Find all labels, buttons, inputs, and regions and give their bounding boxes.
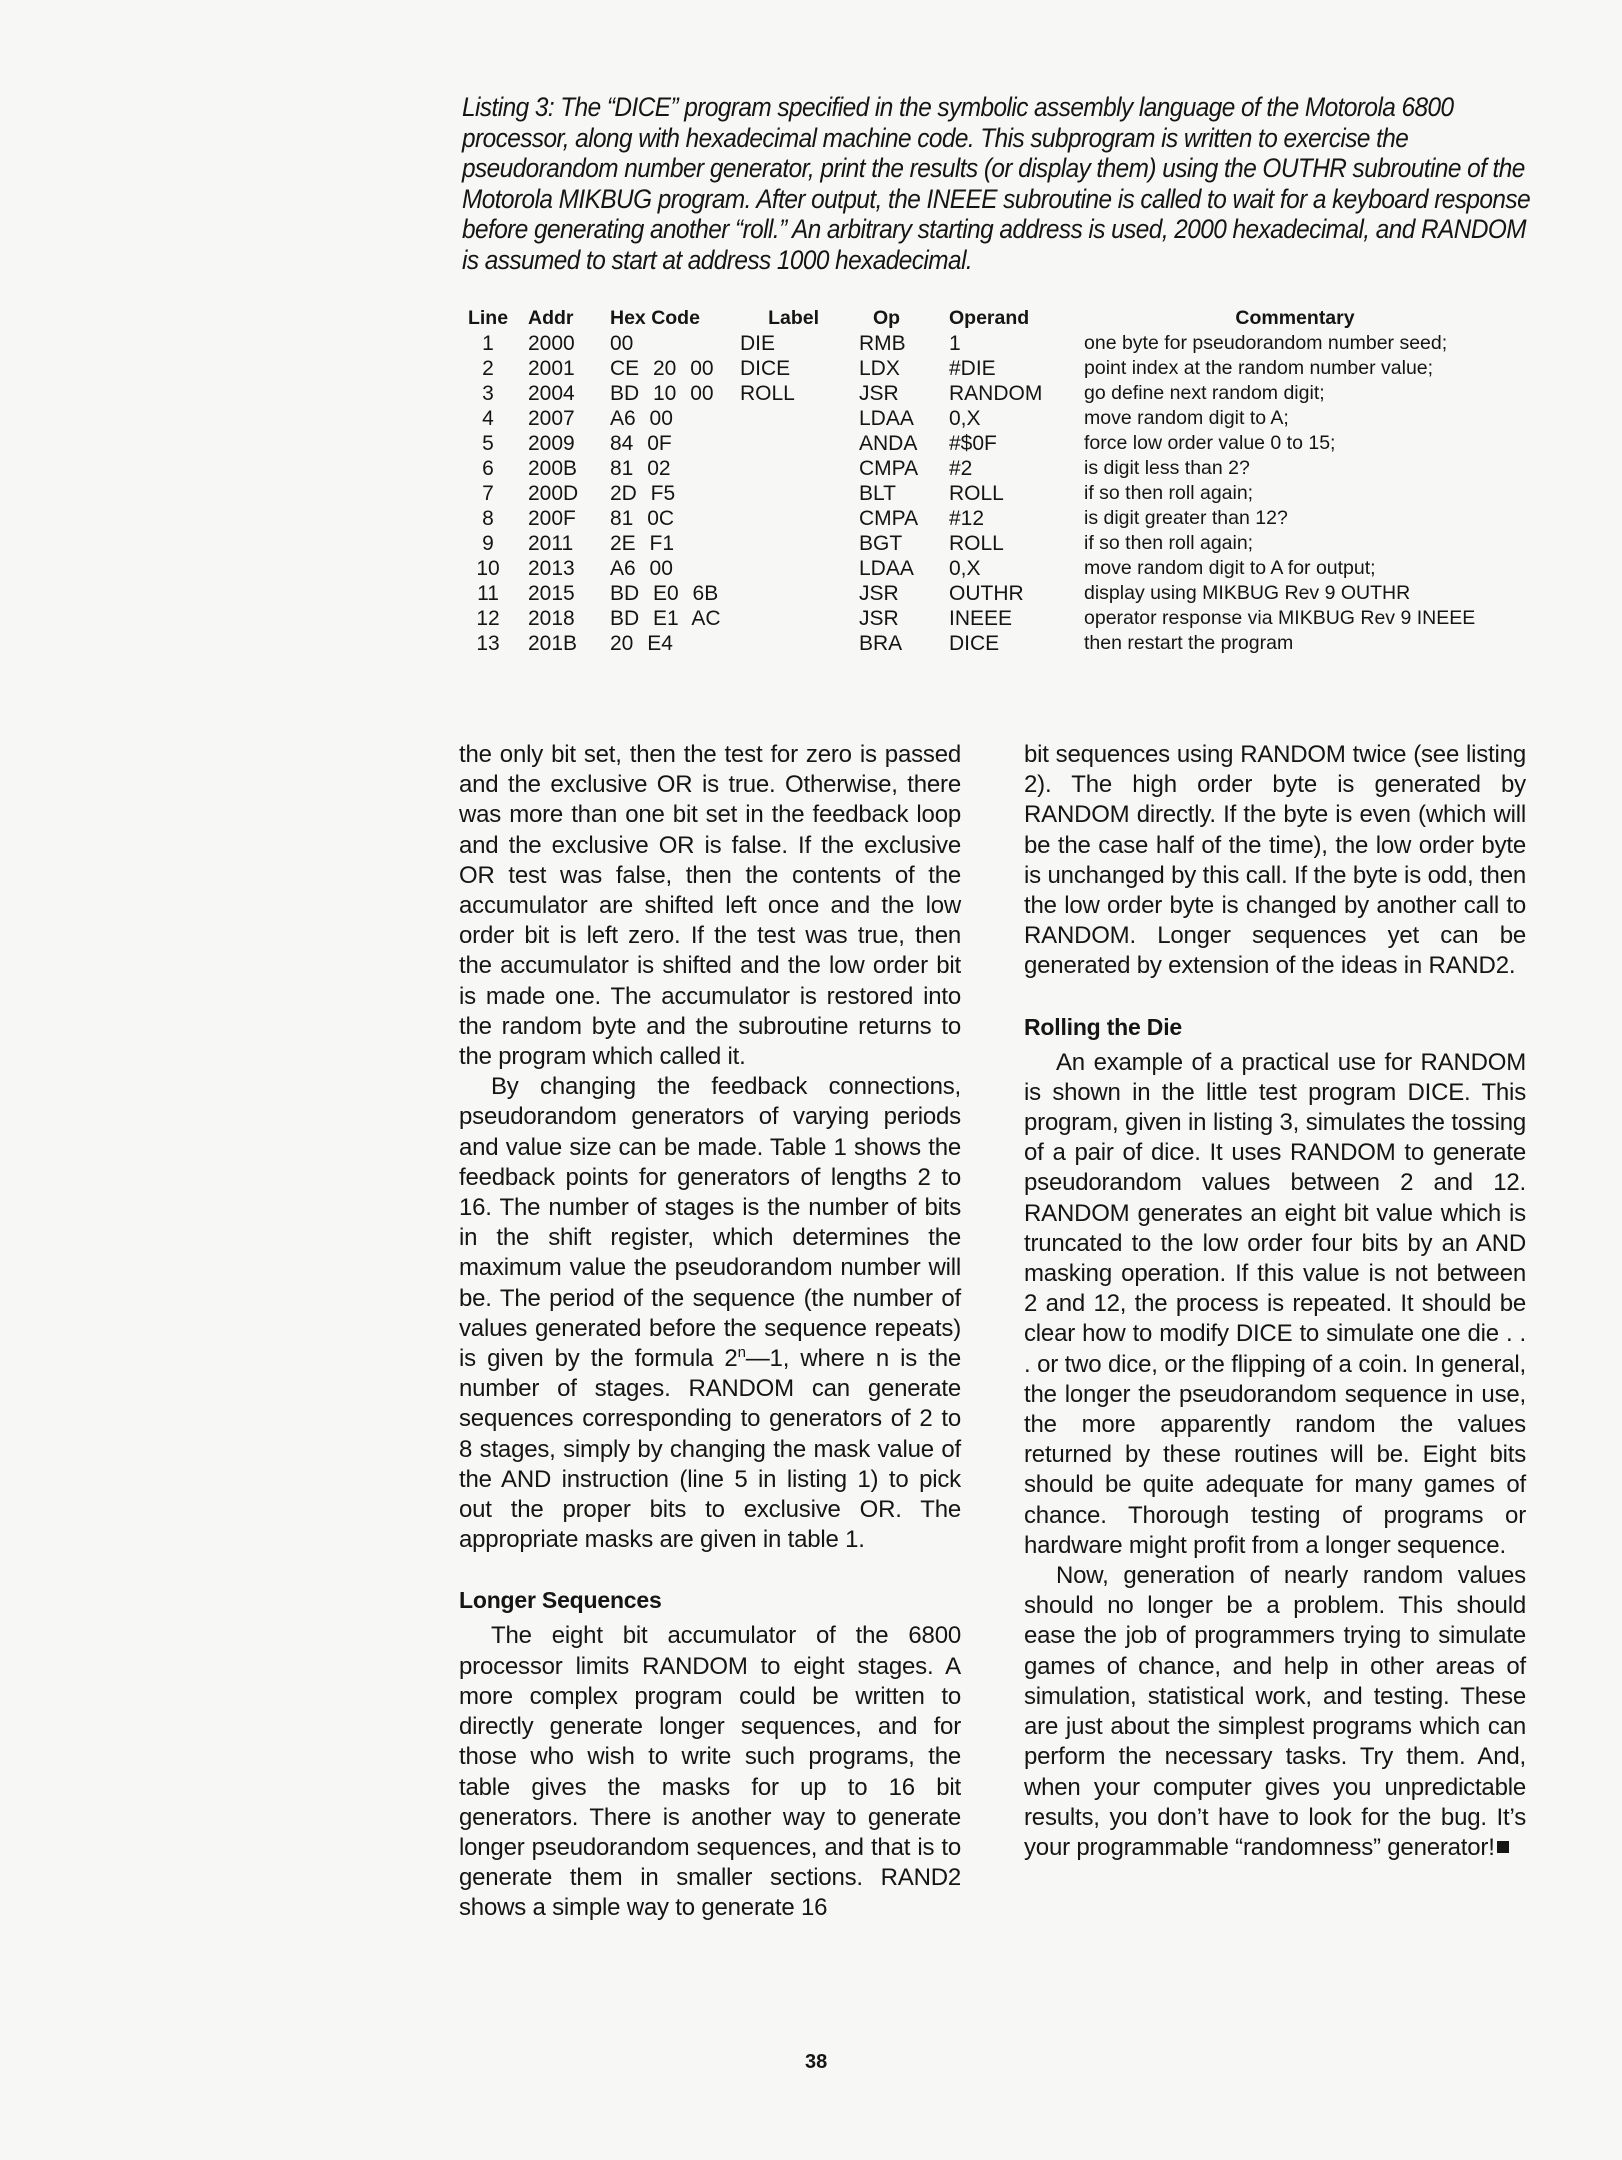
listing-cell-line: 13 bbox=[476, 632, 500, 655]
listing-cell-line: 4 bbox=[482, 407, 494, 430]
listing-cell-addr: 2004 bbox=[528, 382, 575, 405]
listing-cell-addr: 200D bbox=[528, 482, 579, 505]
header-op: Op bbox=[873, 307, 901, 329]
listing-cell-addr: 2001 bbox=[528, 357, 575, 380]
listing-row bbox=[466, 556, 1546, 581]
listing-row bbox=[466, 581, 1546, 606]
listing-cell-addr: 2007 bbox=[528, 407, 575, 430]
paragraph: bit sequences using RANDOM twice (see listing 2). The high order byte is generated by RANDOM directly. If the byte is even (which will be the case half of the time), the low order byte is unchanged by this call. If the byte is odd, then the low order byte is changed by another call to RANDOM. Longer sequences yet can be generated by extension of the ideas in RAND2. bbox=[1024, 741, 1526, 980]
listing-cell-label: DICE bbox=[740, 357, 791, 380]
paragraph bbox=[1024, 1561, 1526, 1863]
paragraph bbox=[459, 1072, 961, 1555]
listing-cell-comment: operator response via MIKBUG Rev 9 INEEE bbox=[1084, 607, 1476, 629]
listing-row bbox=[466, 631, 1546, 656]
listing-row bbox=[466, 356, 1546, 381]
listing-cell-label: ROLL bbox=[740, 382, 795, 405]
paragraph-text: By changing the feedback connections, pseudorandom generators of varying periods and value size can be made. Table 1 shows the feedback points for generators of lengths 2 to 16. The number of stages is the number of bits in the shift register, which determines the maximum value the pseudorandom number will be. The period of the sequence (the number of values generated before the sequence repeats) is given by the formula 2 bbox=[459, 1073, 961, 1373]
spacer bbox=[459, 1555, 961, 1585]
listing-cell-line: 3 bbox=[482, 382, 494, 405]
superscript: n bbox=[737, 1344, 746, 1362]
listing-cell-label bbox=[740, 506, 859, 531]
listing-cell-operand: 0,X bbox=[949, 557, 981, 580]
listing-row bbox=[466, 406, 1546, 431]
listing-cell-addr: 200F bbox=[528, 507, 576, 530]
listing-cell-hex: BD E0 6B bbox=[610, 582, 719, 605]
listing-cell-hex: CE 20 00 bbox=[610, 357, 714, 380]
listing-cell-line: 10 bbox=[476, 557, 500, 580]
listing-cell-comment: if so then roll again; bbox=[1084, 482, 1254, 504]
spacer bbox=[1024, 982, 1526, 1012]
listing-cell-hex: 2D F5 bbox=[610, 482, 676, 505]
listing-cell-op: CMPA bbox=[859, 507, 919, 530]
header-addr: Addr bbox=[528, 307, 574, 329]
listing-cell-line: 1 bbox=[482, 332, 494, 355]
listing-cell-operand: OUTHR bbox=[949, 582, 1024, 605]
listing-cell-op: RMB bbox=[859, 332, 906, 355]
listing-cell-op: JSR bbox=[859, 382, 899, 405]
listing-cell-comment: is digit greater than 12? bbox=[1084, 507, 1288, 529]
listing-cell-label bbox=[740, 406, 859, 431]
listing-cell-addr: 200B bbox=[528, 457, 578, 480]
paragraph: An example of a practical use for RANDOM is shown in the little test program DICE. This program, given in listing 3, simulates the tossing of a pair of dice. It uses RANDOM to generate pseudorandom values between 2 and 12. RANDOM generates an eight bit value which is truncated to the low order four bits by an AND masking operation. If this value is not between 2 and 12, the process is repeated. It should be clear how to modify DICE to simulate one die . . . or two dice, or the flipping of a coin. In general, the longer the pseudorandom sequence in use, the more apparently random the values returned by these routines will be. Eight bits should be quite adequate for many games of chance. Thorough testing of programs or hardware might profit from a longer sequence. bbox=[1024, 1048, 1526, 1559]
paragraph-text: Now, generation of nearly random values should no longer be a problem. This should ease the job of programmers trying to simulate games of chance, and help in other areas of simulation, statistical work, and testing. These are just about the simplest programs which can perform the necessary tasks. Try them. And, when your computer gives you unpredictable results, you don’t have to look for the bug. It’s your programmable “randomness” generator! bbox=[1024, 1562, 1526, 1861]
listing-cell-comment: go define next random digit; bbox=[1084, 382, 1325, 404]
listing-cell-hex: 20 E4 bbox=[610, 632, 673, 655]
listing-cell-operand: 1 bbox=[949, 332, 961, 355]
listing-cell-comment: move random digit to A for output; bbox=[1084, 557, 1376, 579]
end-mark-icon bbox=[1497, 1841, 1509, 1853]
listing-cell-label bbox=[740, 431, 859, 456]
listing-cell-addr: 201B bbox=[528, 632, 578, 655]
listing-cell-op: BLT bbox=[859, 482, 896, 505]
listing-row bbox=[466, 481, 1546, 506]
listing-cell-hex: A6 00 bbox=[610, 407, 673, 430]
listing-cell-line: 6 bbox=[482, 457, 494, 480]
listing-cell-addr: 2015 bbox=[528, 582, 575, 605]
listing-row bbox=[466, 456, 1546, 481]
listing-cell-addr: 2000 bbox=[528, 332, 575, 355]
listing-cell-label: DIE bbox=[740, 332, 776, 355]
right-column bbox=[1024, 740, 1526, 1863]
listing-cell-hex: 84 0F bbox=[610, 432, 672, 455]
listing-cell-op: LDAA bbox=[859, 407, 914, 430]
listing-cell-comment: if so then roll again; bbox=[1084, 532, 1254, 554]
listing-cell-op: LDX bbox=[859, 357, 900, 380]
listing-cell-op: JSR bbox=[859, 607, 899, 630]
listing-cell-operand: DICE bbox=[949, 632, 1000, 655]
listing-cell-line: 7 bbox=[482, 482, 494, 505]
listing-cell-addr: 2011 bbox=[528, 532, 574, 555]
listing-cell-addr: 2013 bbox=[528, 557, 575, 580]
listing-cell-comment: move random digit to A; bbox=[1084, 407, 1289, 429]
listing-cell-hex: 81 02 bbox=[610, 457, 671, 480]
header-label: Label bbox=[768, 307, 819, 329]
header-commentary: Commentary bbox=[1235, 307, 1355, 329]
listing-cell-comment: then restart the program bbox=[1084, 632, 1294, 654]
header-hex: Hex Code bbox=[610, 307, 700, 329]
listing-cell-line: 11 bbox=[477, 582, 499, 605]
listing-cell-hex: A6 00 bbox=[610, 557, 673, 580]
listing-cell-op: JSR bbox=[859, 582, 899, 605]
listing-cell-operand: INEEE bbox=[949, 607, 1013, 630]
listing-row bbox=[466, 606, 1546, 631]
listing-cell-op: BRA bbox=[859, 632, 903, 655]
listing-cell-hex: 2E F1 bbox=[610, 532, 675, 555]
listing-cell-addr: 2018 bbox=[528, 607, 575, 630]
listing-cell-operand: 0,X bbox=[949, 407, 981, 430]
listing-cell-line: 12 bbox=[476, 607, 500, 630]
listing-cell-line: 2 bbox=[482, 357, 494, 380]
listing-row bbox=[466, 506, 1546, 531]
listing-cell-operand: #$0F bbox=[949, 432, 997, 455]
left-column bbox=[459, 740, 961, 1924]
listing-cell-label bbox=[740, 581, 859, 606]
listing-table bbox=[466, 306, 1546, 656]
listing-cell-hex: 00 bbox=[610, 332, 634, 355]
listing-row bbox=[466, 531, 1546, 556]
listing-cell-op: LDAA bbox=[859, 557, 914, 580]
listing-cell-operand: ROLL bbox=[949, 482, 1004, 505]
listing-rows bbox=[466, 331, 1546, 656]
listing-cell-label bbox=[740, 456, 859, 481]
listing-cell-line: 8 bbox=[482, 507, 494, 530]
listing-header-row bbox=[466, 306, 1546, 331]
listing-cell-hex: BD 10 00 bbox=[610, 382, 714, 405]
section-heading-longer-sequences: Longer Sequences bbox=[459, 1587, 662, 1614]
page-number: 38 bbox=[805, 2051, 828, 2073]
listing-row bbox=[466, 381, 1546, 406]
listing-cell-label bbox=[740, 606, 859, 631]
listing-cell-comment: is digit less than 2? bbox=[1084, 457, 1250, 479]
paragraph: the only bit set, then the test for zero is passed and the exclusive OR is true. Otherwise, there was more than one bit set in the feedback loop and the exclusive OR is false. If the exclusive OR test was false, then the contents of the accumulator are shifted left once and the low order bit is left zero. If the test was true, then the accumulator is shifted and the low order bit is made one. The accumulator is restored into the random byte and the subroutine returns to the program which called it. bbox=[459, 741, 961, 1071]
listing-cell-label bbox=[740, 531, 859, 556]
listing-cell-comment: one byte for pseudorandom number seed; bbox=[1084, 332, 1448, 354]
listing-cell-line: 9 bbox=[482, 532, 494, 555]
listing-cell-label bbox=[740, 631, 859, 656]
section-heading-rolling-the-die: Rolling the Die bbox=[1024, 1013, 1183, 1040]
listing-caption: Listing 3: The “DICE” program specified in the symbolic assembly language of the Motorola 6800 processor, along with hexadecimal machine code. This subprogram is written to exercise the pseudorandom number generator, print the results (or display them) using the OUTHR subroutine of the Motorola MIKBUG program. After output, the INEEE subroutine is called to wait for a keyboard response before generating another “roll.” An arbitrary starting address is used, 2000 hexadecimal, and RANDOM is assumed to start at address 1000 hexadecimal. bbox=[462, 92, 1531, 275]
listing-cell-operand: #DIE bbox=[949, 357, 996, 380]
listing-cell-operand: #12 bbox=[949, 507, 985, 530]
header-line: Line bbox=[467, 307, 509, 329]
listing-cell-hex: BD E1 AC bbox=[610, 607, 721, 630]
listing-cell-op: CMPA bbox=[859, 457, 919, 480]
listing-cell-operand: RANDOM bbox=[949, 382, 1043, 405]
listing-cell-line: 5 bbox=[482, 432, 494, 455]
paragraph-text: —1, where n is the number of stages. RANDOM can generate sequences corresponding to generators of 2 to 8 stages, simply by changing the mask value of the AND instruction (line 5 in listing 1) to pick out the proper bits to exclusive OR. The appropriate masks are given in table 1. bbox=[459, 1345, 962, 1554]
listing-cell-op: ANDA bbox=[859, 432, 918, 455]
listing-cell-label bbox=[740, 481, 859, 506]
listing-cell-operand: #2 bbox=[949, 457, 973, 480]
listing-cell-addr: 2009 bbox=[528, 432, 575, 455]
listing-cell-comment: display using MIKBUG Rev 9 OUTHR bbox=[1084, 582, 1411, 604]
listing-row bbox=[466, 431, 1546, 456]
header-operand: Operand bbox=[949, 307, 1030, 329]
listing-cell-comment: force low order value 0 to 15; bbox=[1084, 432, 1336, 454]
listing-cell-op: BGT bbox=[859, 532, 903, 555]
listing-cell-operand: ROLL bbox=[949, 532, 1004, 555]
listing-cell-comment: point index at the random number value; bbox=[1084, 357, 1434, 379]
paragraph: The eight bit accumulator of the 6800 processor limits RANDOM to eight stages. A more complex program could be written to directly generate longer sequences, and for those who wish to write such programs, the table gives the masks for up to 16 bit generators. There is another way to generate longer pseudorandom sequences, and that is to generate them in smaller sections. RAND2 shows a simple way to generate 16 bbox=[459, 1622, 961, 1922]
listing-row bbox=[466, 331, 1546, 356]
listing-cell-hex: 81 0C bbox=[610, 507, 675, 530]
listing-cell-label bbox=[740, 556, 859, 581]
